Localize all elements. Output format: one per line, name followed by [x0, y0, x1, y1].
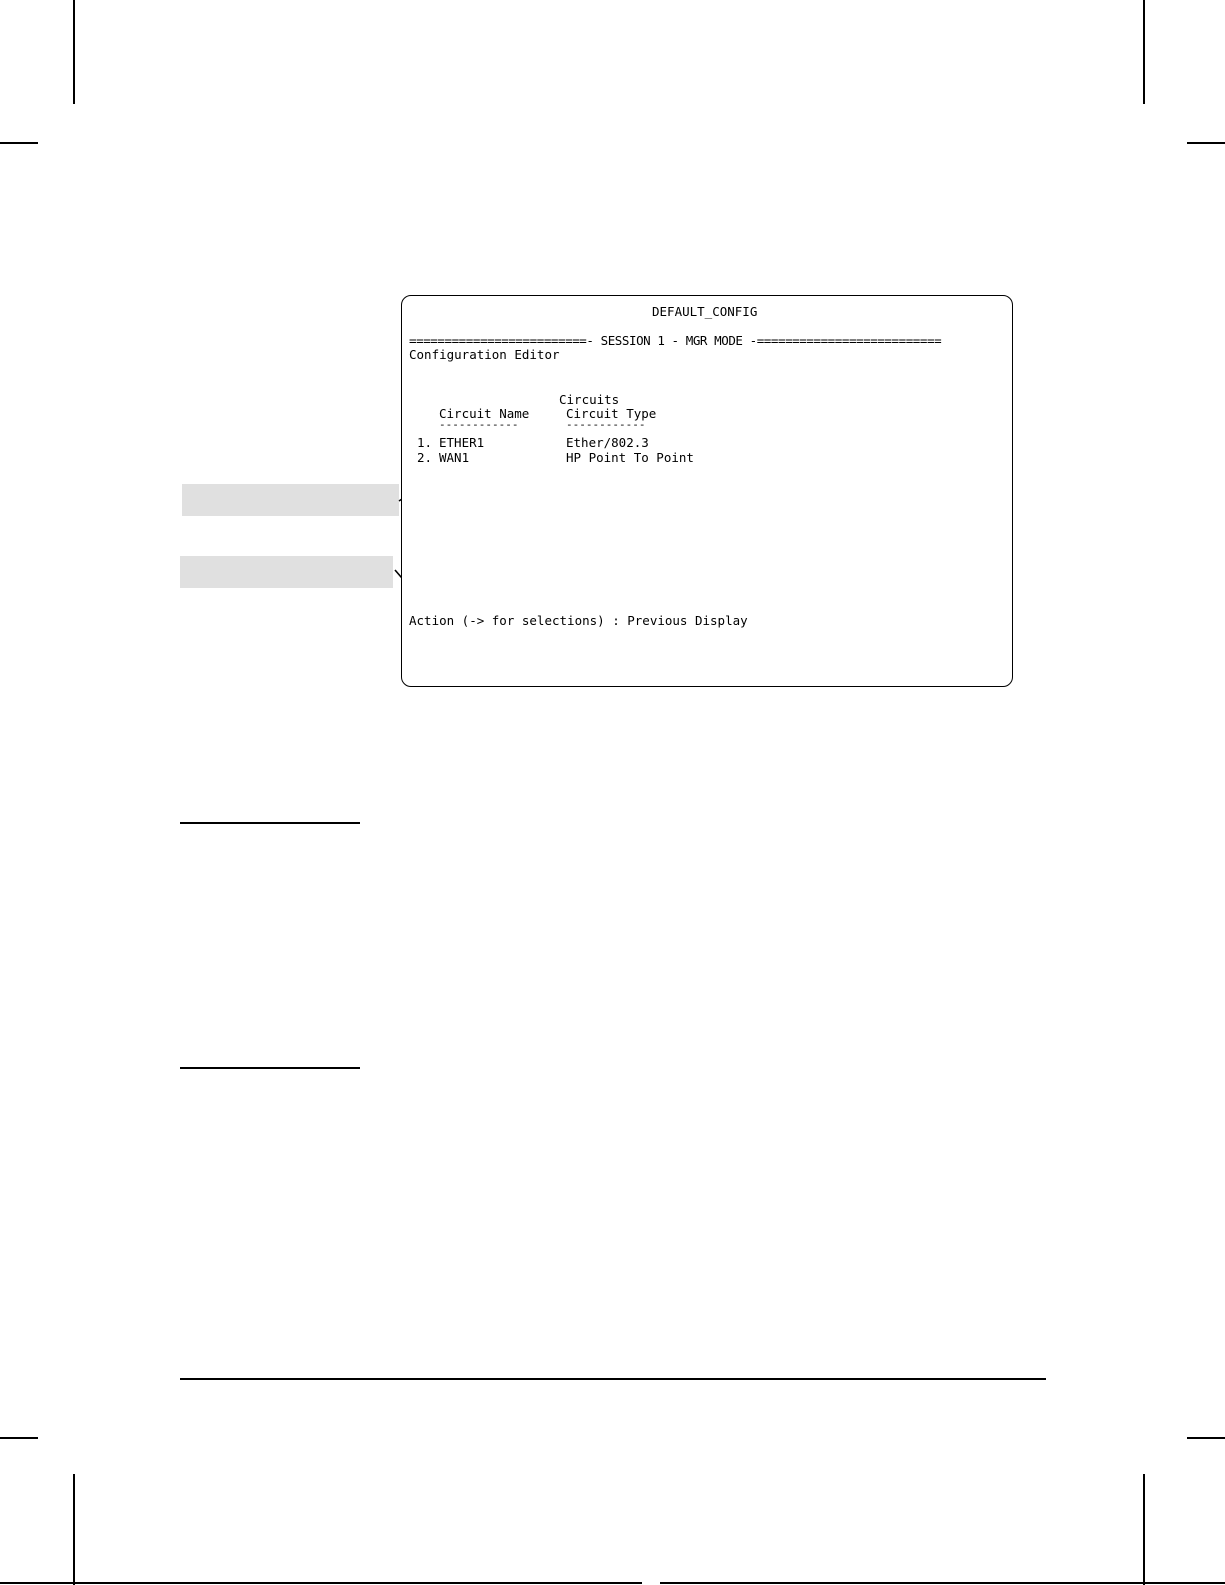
margin-rule	[180, 822, 360, 824]
column-header-circuit-name: Circuit Name	[439, 406, 530, 421]
circuit-name: WAN1	[439, 450, 470, 465]
action-prompt: Action (-> for selections) :	[409, 613, 628, 628]
circuit-type: HP Point To Point	[566, 450, 694, 465]
column-header-circuit-type: Circuit Type	[566, 406, 657, 421]
column-underline-name: ------------	[439, 418, 519, 431]
footer-rule	[180, 1378, 1046, 1380]
banner-right-rule: -==========================	[742, 333, 942, 348]
terminal-screen	[401, 295, 1013, 687]
circuit-type: Ether/802.3	[566, 435, 649, 450]
banner-left-rule: =========================-	[409, 333, 601, 348]
screen-title: DEFAULT_CONFIG	[652, 304, 758, 319]
circuits-heading: Circuits	[559, 392, 620, 407]
circuit-name: ETHER1	[439, 435, 485, 450]
margin-rule	[180, 1067, 360, 1069]
column-underline-type: ------------	[566, 418, 646, 431]
editor-subtitle: Configuration Editor	[409, 347, 560, 362]
circuit-index: 2.	[417, 450, 433, 465]
banner-session-label: SESSION 1 - MGR MODE	[600, 333, 743, 348]
action-selection[interactable]: Previous Display	[627, 613, 748, 628]
circuit-index: 1.	[417, 435, 433, 450]
action-line	[409, 614, 748, 628]
session-banner	[409, 334, 941, 348]
